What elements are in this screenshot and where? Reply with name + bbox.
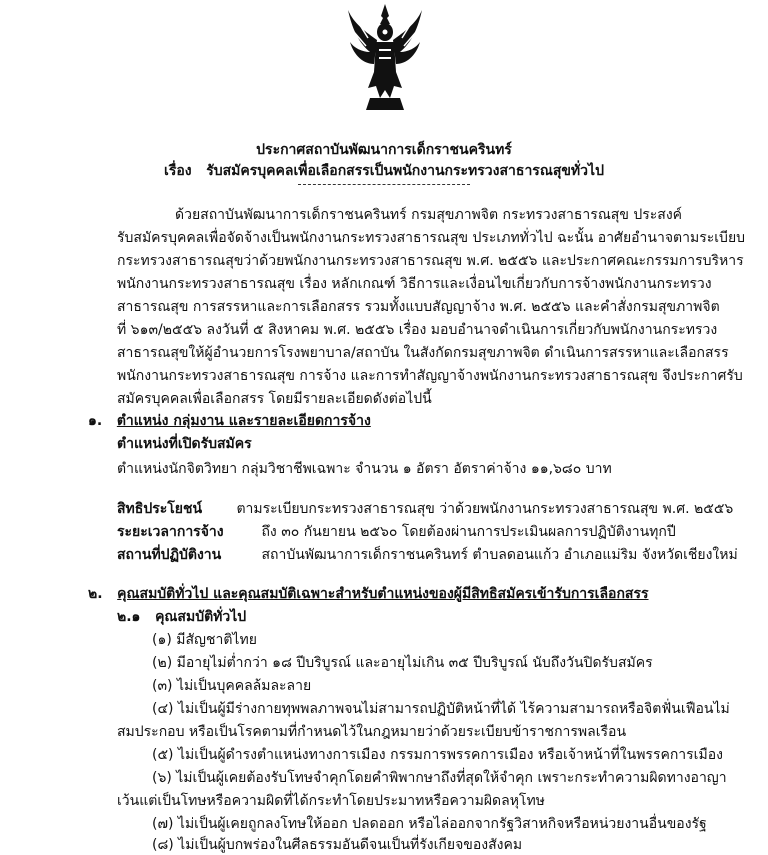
intro-line: พนักงานกระทรวงสาธารณสุข การจ้าง และการทำสัญญาจ้างพนักงานกระทรวงสาธารณสุข จึงประกาศรับ bbox=[117, 368, 743, 384]
subject-label: เรื่อง bbox=[164, 163, 192, 179]
subject-text: รับสมัครบุคคลเพื่อเลือกสรรเป็นพนักงานกระทรวงสาธารณสุขทั่วไป bbox=[206, 163, 604, 179]
intro-line: พนักงานกระทรวงสาธารณสุข เรื่อง หลักเกณฑ์ วิธีการและเงื่อนไขเกี่ยวกับการจ้างพนักงานกระทรวง bbox=[117, 276, 712, 292]
section1-number: ๑. bbox=[88, 413, 103, 429]
announcement-title: ประกาศสถาบันพัฒนาการเด็กราชนครินทร์ bbox=[256, 142, 512, 158]
section2-heading bbox=[88, 584, 649, 604]
workplace-row bbox=[117, 545, 738, 565]
workplace-text: สถาบันพัฒนาการเด็กราชนครินทร์ ตำบลดอนแก้ว อำเภอแม่ริม จังหวัดเชียงใหม่ bbox=[261, 547, 738, 563]
qualification-item: (๓) ไม่เป็นบุคคลล้มละลาย bbox=[152, 678, 312, 694]
open-positions-heading: ตำแหน่งที่เปิดรับสมัคร bbox=[117, 436, 252, 452]
position-line: ตำแหน่งนักจิตวิทยา กลุ่มวิชาชีพเฉพาะ จำนวน ๑ อัตรา อัตราค่าจ้าง ๑๑,๖๘๐ บาท bbox=[117, 461, 612, 477]
section2-1-title: คุณสมบัติทั่วไป bbox=[155, 609, 247, 625]
employment-period-label: ระยะเวลาการจ้าง bbox=[117, 524, 224, 540]
section1-heading bbox=[88, 411, 371, 431]
employment-period-text: ถึง ๓๐ กันยายน ๒๕๖๐ โดยต้องผ่านการประเมินผลการปฏิบัติงานทุกปี bbox=[261, 524, 676, 540]
announcement-subject bbox=[0, 161, 768, 181]
workplace-label: สถานที่ปฏิบัติงาน bbox=[117, 547, 222, 563]
qualification-item-continued: สมประกอบ หรือเป็นโรคตามที่กำหนดไว้ในกฎหมายว่าด้วยระเบียบข้าราชการพลเรือน bbox=[117, 724, 627, 740]
section1-title: ตำแหน่ง กลุ่มงาน และรายละเอียดการจ้าง bbox=[116, 413, 371, 429]
header-divider bbox=[298, 184, 470, 185]
section2-number: ๒. bbox=[88, 586, 103, 602]
qualification-item-continued: เว้นแต่เป็นโทษหรือความผิดที่ได้กระทำโดยประมาทหรือความผิดลหุโทษ bbox=[117, 793, 545, 809]
garuda-emblem-icon bbox=[346, 2, 424, 112]
employment-period-row bbox=[117, 522, 676, 542]
qualification-item: (๕) ไม่เป็นผู้ดำรงตำแหน่งทางการเมือง กรรมการพรรคการเมือง หรือเจ้าหน้าที่ในพรรคการเมือง bbox=[152, 747, 723, 763]
benefits-label: สิทธิประโยชน์ bbox=[117, 501, 203, 517]
intro-line: สาธารณสุขให้ผู้อำนวยการโรงพยาบาล/สถาบัน ในสังกัดกรมสุขภาพจิต ดำเนินการสรรหาและเลือกสรร bbox=[117, 345, 729, 361]
intro-line: สาธารณสุข การสรรหาและการเลือกสรร รวมทั้งแบบสัญญาจ้าง พ.ศ. ๒๕๕๖ และคำสั่งกรมสุขภาพจิต bbox=[117, 299, 720, 315]
intro-line: ด้วยสถาบันพัฒนาการเด็กราชนครินทร์ กรมสุขภาพจิต กระทรวงสาธารณสุข ประสงค์ bbox=[175, 207, 683, 223]
qualification-item: (๖) ไม่เป็นผู้เคยต้องรับโทษจำคุกโดยคำพิพากษาถึงที่สุดให้จำคุก เพราะกระทำความผิดทางอาญา bbox=[152, 770, 727, 786]
intro-line: ที่ ๖๑๓/๒๕๕๖ ลงวันที่ ๕ สิงหาคม พ.ศ. ๒๕๕๖ เรื่อง มอบอำนาจดำเนินการเกี่ยวกับพนักงานกระทรวง bbox=[117, 322, 718, 338]
benefits-row bbox=[117, 499, 733, 519]
intro-line: สมัครบุคคลเพื่อเลือกสรร โดยมีรายละเอียดดังต่อไปนี้ bbox=[117, 391, 432, 407]
section2-title: คุณสมบัติทั่วไป และคุณสมบัติเฉพาะสำหรับตำแหน่งของผู้มีสิทธิสมัครเข้ารับการเลือกสรร bbox=[117, 586, 649, 602]
intro-line: กระทรวงสาธารณสุขว่าด้วยพนักงานกระทรวงสาธารณสุข พ.ศ. ๒๕๕๖ และประกาศคณะกรรมการบริหาร bbox=[117, 253, 744, 269]
qualification-item: (๒) มีอายุไม่ต่ำกว่า ๑๘ ปีบริบูรณ์ และอายุไม่เกิน ๓๕ ปีบริบูรณ์ นับถึงวันปิดรับสมัคร bbox=[152, 655, 653, 671]
qualification-item: (๔) ไม่เป็นผู้มีร่างกายทุพพลภาพจนไม่สามารถปฏิบัติหน้าที่ได้ ไร้ความสามารถหรือจิตฟั่นเฟือนไม่ bbox=[152, 701, 730, 717]
qualification-item: (๗) ไม่เป็นผู้เคยถูกลงโทษให้ออก ปลดออก หรือไล่ออกจากรัฐวิสาหกิจหรือหน่วยงานอื่นของรัฐ bbox=[152, 816, 707, 832]
qualification-item: (๘) ไม่เป็นผู้บกพร่องในศีลธรรมอันดีจนเป็นที่รังเกียจของสังคม bbox=[152, 837, 523, 853]
section2-1-heading bbox=[117, 607, 246, 627]
benefits-text: ตามระเบียบกระทรวงสาธารณสุข ว่าด้วยพนักงานกระทรวงสาธารณสุข พ.ศ. ๒๕๕๖ bbox=[236, 501, 734, 517]
intro-line: รับสมัครบุคคลเพื่อจัดจ้างเป็นพนักงานกระทรวงสาธารณสุข ประเภททั่วไป ฉะนั้น อาศัยอำนาจตามระเบียบ bbox=[117, 230, 746, 246]
qualification-item: (๑) มีสัญชาติไทย bbox=[152, 632, 257, 648]
section2-1-number: ๒.๑ bbox=[117, 609, 141, 625]
